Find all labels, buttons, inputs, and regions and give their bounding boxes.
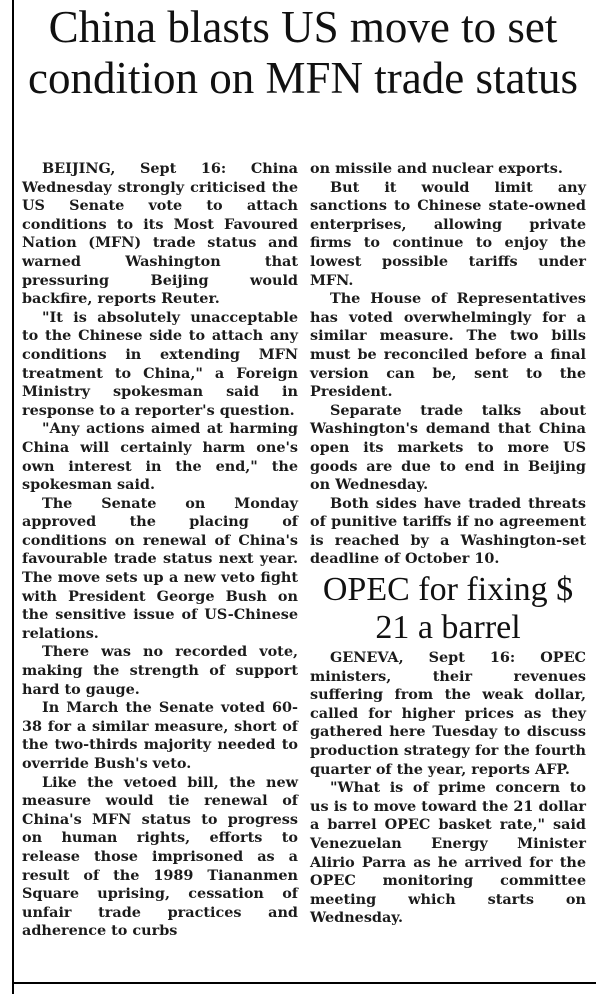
article-paragraph: The House of Representatives has voted overwhelmingly for a similar measure. The two bills must be reconciled before a final version can be, sent to the President. — [310, 290, 586, 401]
article-paragraph: BEIJING, Sept 16: China Wednesday strongly criticised the US Senate vote to attach conditions to its Most Favoured Nation (MFN) trade status and warned Washington that pressuring Beijing would backfire, reports Reuter. — [22, 160, 298, 308]
article-paragraph: Both sides have traded threats of punitive tariffs if no agreement is reached by a Washington-set deadline of October 10. — [310, 494, 586, 568]
article-headline: China blasts US move to set condition on MFN trade status — [28, 2, 578, 103]
article-paragraph: In March the Senate voted 60-38 for a similar measure, short of the two-thirds majority needed to override Bush's veto. — [22, 699, 298, 772]
right-column — [310, 160, 586, 928]
bottom-rule — [12, 982, 596, 984]
article-paragraph: But it would limit any sanctions to Chinese state-owned enterprises, allowing private firms to continue to enjoy the lowest possible tariffs under MFN. — [310, 178, 586, 289]
article-paragraph: GENEVA, Sept 16: OPEC ministers, their revenues suffering from the weak dollar, called for higher prices as they gathered here Tuesday to discuss production strategy for the fourth quarter of the year, reports AFP. — [310, 649, 586, 778]
article-paragraph: on missile and nuclear exports. — [310, 160, 563, 177]
article-paragraph: Separate trade talks about Washington's demand that China open its markets to more US goods are due to end in Beijing on Wednesday. — [310, 401, 586, 494]
left-column — [22, 160, 298, 941]
article-paragraph: "Any actions aimed at harming China will certainly harm one's own interest in the end," the spokesman said. — [22, 420, 298, 494]
article-paragraph: There was no recorded vote, making the strength of support hard to gauge. — [22, 643, 298, 698]
left-column-rule — [12, 0, 14, 994]
article-paragraph: "What is of prime concern to us is to move toward the 21 dollar a barrel OPEC basket rate," said Venezuelan Energy Minister Alirio Parra as he arrived for the OPEC monitoring committee meeting which starts on Wednesday. — [310, 779, 586, 927]
article-paragraph: The Senate on Monday approved the placing of conditions on renewal of China's favourable trade status next year. The move sets up a new veto fight with President George Bush on the sensitive issue of US-Chinese relations. — [22, 494, 298, 642]
article-paragraph: "It is absolutely unacceptable to the Chinese side to attach any conditions in extending MFN treatment to China," a Foreign Ministry spokesman said in response to a reporter's question. — [22, 308, 298, 419]
article-paragraph: Like the vetoed bill, the new measure would tie renewal of China's MFN status to progress on human rights, efforts to release those imprisoned as a result of the 1989 Tiananmen Square uprising, cessation of unfair trade practices and adherence to curbs — [22, 773, 298, 940]
second-article-headline: OPEC for fixing $ 21 a barrel — [322, 571, 574, 647]
